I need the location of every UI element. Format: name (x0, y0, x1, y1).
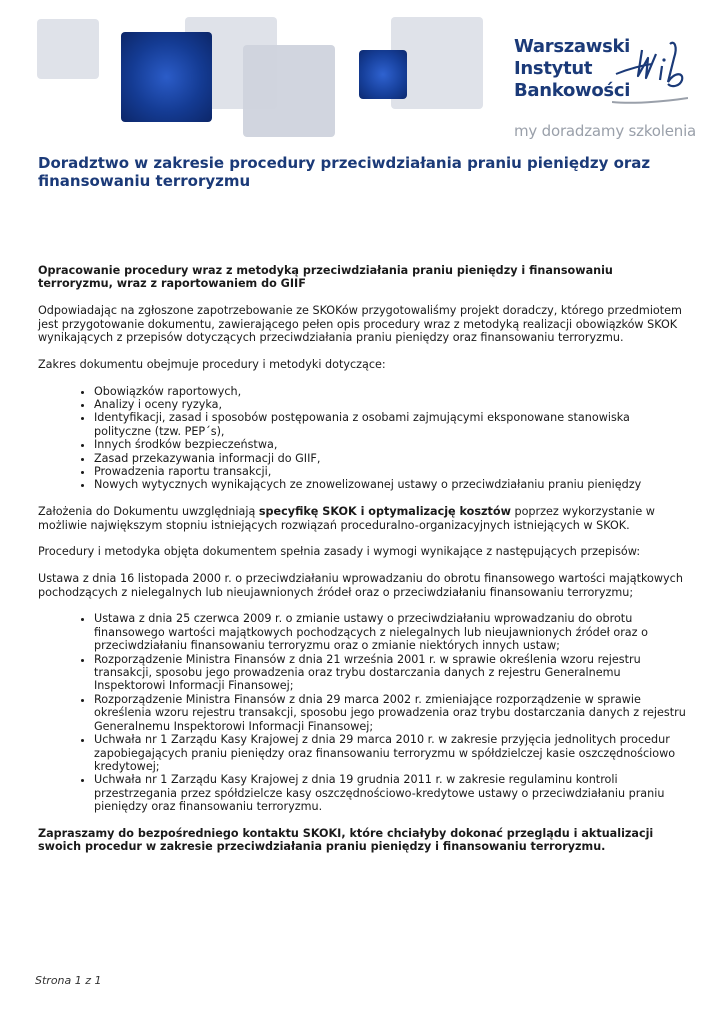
assumptions-text-pre: Założenia do Dokumentu uwzględniają (38, 505, 259, 519)
closing-paragraph: Zapraszamy do bezpośredniego kontaktu SKOKI, które chciałyby dokonać przeglądu i aktualizacji swoich procedur w zakresie przeciwdziałania praniu pieniędzy i finansowaniu terroryzmu. (38, 826, 654, 854)
decor-square-light-3 (243, 45, 335, 137)
decor-square-blue-small (359, 50, 407, 99)
scope-item: • Prowadzenia raportu transakcji, (94, 465, 686, 478)
scope-list (38, 385, 686, 492)
law-item: • Rozporządzenie Ministra Finansów z dnia 29 marca 2002 r. zmieniające rozporządzenie w sprawie określenia wzoru rejestru transakcji, sposobu jego prowadzenia oraz trybu dostarczania danych z rejestru Generalnemu Inspektorowi Informacji Finansowej; (94, 693, 686, 733)
section-heading: Opracowanie procedury wraz z metodyką przeciwdziałania praniu pieniędzy i finansowaniu terroryzmu, wraz z raportowaniem do GIIF (38, 264, 613, 291)
scope-item: • Identyfikacji, zasad i sposobów postępowania z osobami zajmującymi eksponowane stanowiska polityczne (tzw. PEP´s), (94, 411, 686, 438)
page-number: Strona 1 z 1 (35, 974, 102, 987)
decor-square-light-1 (37, 19, 99, 79)
scope-item: • Nowych wytycznych wynikających ze znowelizowanej ustawy o przeciwdziałaniu praniu pieniędzy (94, 478, 686, 491)
assumptions-text-post: poprzez wykorzystanie w możliwie największym stopniu istniejących rozwiązań proceduralno-organizacyjnych istniejących w SKOK. (38, 505, 655, 532)
logo-line-1: Warszawski (514, 36, 631, 57)
logo-tagline: my doradzamy szkolenia (514, 122, 697, 140)
scope-item: • Zasad przekazywania informacji do GIIF, (94, 452, 686, 465)
law-item: • Rozporządzenie Ministra Finansów z dnia 21 września 2001 r. w sprawie określenia wzoru rejestru transakcji, sposobu jego prowadzenia oraz trybu dostarczania danych z rejestru Generalnemu Inspektorowi Informacji Finansowej; (94, 653, 686, 693)
scope-item: • Analizy i oceny ryzyka, (94, 398, 686, 411)
law-item: • Uchwała nr 1 Zarządu Kasy Krajowej z dnia 19 grudnia 2011 r. w zakresie regulaminu kontroli przestrzegania przez spółdzielcze kasy oszczędnościowo-kredytowe ustawy o przeciwdziałaniu praniu pieniędzy oraz finansowaniu terroryzmu. (94, 773, 686, 813)
page-title: Doradztwo w zakresie procedury przeciwdziałania praniu pieniędzy oraz finansowaniu terroryzmu (38, 154, 651, 190)
law-item: • Uchwała nr 1 Zarządu Kasy Krajowej z dnia 29 marca 2010 r. w zakresie przyjęcia jednolitych procedur zapobiegających praniu pieniędzy oraz finansowaniu terroryzmu w spółdzielczej kasie oszczędnościowo kredytowej; (94, 733, 686, 773)
scope-item: • Obowiązków raportowych, (94, 385, 686, 398)
law-item: • Ustawa z dnia 25 czerwca 2009 r. o zmianie ustawy o przeciwdziałaniu wprowadzaniu do obrotu finansowego wartości majątkowych pochodzących z nielegalnych lub nieujawnionych źródeł oraz o przeciwdziałaniu finansowaniu terroryzmu oraz o zmianie niektórych innych ustaw; (94, 612, 686, 652)
intro-paragraph: Odpowiadając na zgłoszone zapotrzebowanie ze SKOKów przygotowaliśmy projekt doradczy, którego przedmiotem jest przygotowanie dokumentu, zawierającego pełen opis procedury wraz z metodyką realizacji obowiązków SKOK wynikających z przepisów dotyczących przeciwdziałania praniu pieniędzy oraz finansowaniu terroryzmu. (38, 304, 682, 345)
decor-square-blue-large (121, 32, 212, 122)
scope-intro: Zakres dokumentu obejmuje procedury i metodyki dotyczące: (38, 357, 386, 371)
law-list (38, 612, 686, 813)
logo-line-2: Instytut (514, 58, 593, 79)
scope-item: • Innych środków bezpieczeństwa, (94, 438, 686, 451)
logo-line-3: Bankowości (514, 80, 631, 101)
methodology-paragraph: Procedury i metodyka objęta dokumentem spełnia zasady i wymogi wynikające z następujących przepisów: (38, 545, 641, 559)
logo-signature-icon (612, 36, 688, 116)
assumptions-text-bold: specyfikę SKOK i optymalizację kosztów (258, 505, 511, 519)
main-law-paragraph: Ustawa z dnia 16 listopada 2000 r. o przeciwdziałaniu wprowadzaniu do obrotu finansowego wartości majątkowych pochodzących z nielegalnych lub nieujawnionych źródeł oraz o przeciwdziałaniu finansowaniu terroryzmu; (38, 572, 683, 599)
assumptions-paragraph (38, 505, 686, 532)
document-body (38, 264, 686, 867)
